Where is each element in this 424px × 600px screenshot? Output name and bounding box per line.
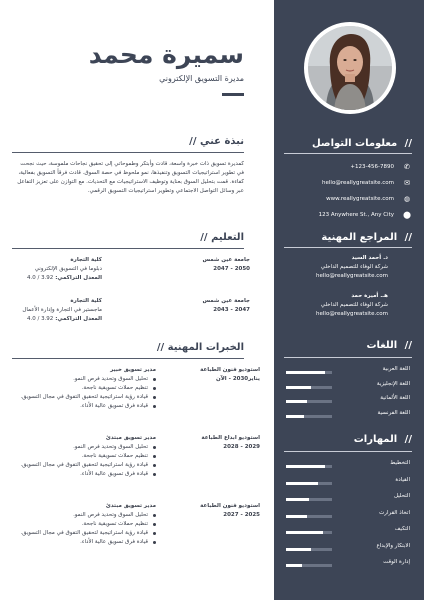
title-accent-bar [222,93,244,96]
skill-item-bar [286,498,332,501]
profile-photo-frame [304,22,396,114]
globe-icon: ◍ [403,195,411,203]
contact-email[interactable]: ✉ hello@reallygreatsite.com [284,178,412,190]
experience-bullet: تحليل السوق وتحديد فرص النمو. [12,443,156,452]
experience-details [12,434,156,479]
experience-bullet: قيادة رؤية استراتيجية لتحقيق التفوق في مجال التسويق. [12,393,156,402]
language-item-label: اللغة الألمانية [380,395,410,401]
skill-item-label: التكيف [394,526,410,532]
skill-item-bar [286,531,332,534]
location-icon: ⬤ [403,211,411,219]
phone-icon: ✆ [404,163,410,171]
contact-website[interactable]: ◍ www.reallygreatsite.com [326,195,411,203]
divider [284,153,412,154]
experience-company: استوديو فنون الطباعة يناير2030 - الآن [200,367,260,382]
about-text: كمديرة تسويق ذات خبرة واسعة، قادت وأبتكر وطموحاتي إلى تحقيق نجاحات ملموسة، حيث نجحت في تطوير استراتيجيات التسويق وتنفيذها، نمو ملحوظ في حصة السوق. قادت فرقاً التسويق بفعالية، كفاءة. قمت بتحليل السوق بعناية وتوظيف الاستراتيجيات مع التحديات. مع التوازن على تعزيز التفاعل عبر وسائل التواصل الاجتماعي وتطوير استراتيجيات التسويق الرقمي. [17,161,244,194]
skill-item-bar-fill [286,548,311,551]
divider [12,152,244,153]
skill-item-bar [286,548,332,551]
languages-heading: اللغات // [366,340,412,351]
reference-item: د. أحمد السيد شركة الوفاء للتصميم الداخلي hello@reallygreatsite.com [316,255,388,279]
experience-bullet: قيادة رؤية استراتيجية لتحقيق التفوق في مجال التسويق. [12,461,156,470]
skill-item [286,477,410,489]
divider [284,247,412,248]
skill-item [286,460,410,472]
skill-item-bar [286,482,332,485]
language-item [286,395,410,407]
email-icon: ✉ [404,179,410,187]
person-name: سميرة محمد [88,40,244,69]
experience-details [12,366,156,411]
experience-details [12,502,156,547]
reference-item: هـ. أميرة حمد شركة الوفاء للتصميم الداخلي hello@reallygreatsite.com [316,293,388,317]
language-item-bar [286,415,332,418]
experience-bullet: تحليل السوق وتحديد فرص النمو. [12,375,156,384]
language-item-label: اللغة الفرنسية [377,409,410,416]
skill-item-bar-fill [286,564,302,567]
skill-item-label: إدارة الوقت [383,559,410,565]
education-item-left: كلية التجارة دبلوما في التسويق الإلكتروني المعدل التراكمي: 3.92 / 4.0 [26,257,102,281]
education-item-left: كلية التجارة ماجستير في التجارة وإدارة الأعمال المعدل التراكمي: 3.92 / 4.0 [22,298,102,322]
language-item-bar-fill [286,415,304,418]
skill-item-bar [286,564,332,567]
language-item-bar [286,371,332,374]
experience-bullet: تنظيم حملات تسويقية ناجحة. [12,452,156,461]
skill-item-bar-fill [286,482,318,485]
skill-item-bar-fill [286,465,325,468]
experience-role: مدير تسويق خبير [110,367,156,373]
experience-bullet: قيادة فرق تسويق عالية الأداء. [12,402,156,411]
experience-bullet: تحليل السوق وتحديد فرص النمو. [12,511,156,520]
language-item [286,381,410,393]
experience-bullet: قيادة رؤية استراتيجية لتحقيق التفوق في مجال التسويق. [12,529,156,538]
education-heading: التعليم // [200,232,244,243]
language-item-bar-fill [286,400,307,403]
experience-role: مدير تسويق مبتدئ [105,435,156,441]
skill-item [286,559,410,571]
skill-item-label: التخطيط [390,460,410,466]
experience-bullet: قيادة فرق تسويق عالية الأداء. [12,470,156,479]
references-heading: المراجع المهنية // [321,232,412,243]
profile-photo [308,26,392,110]
skill-item [286,493,410,505]
experience-bullet: قيادة فرق تسويق عالية الأداء. [12,538,156,547]
education-item-right: جامعة عين شمس 2050 - 2047 [202,257,250,272]
education-item-right: جامعة عين شمس 2047 - 2043 [202,298,250,313]
contact-phone: ✆ +123-456-7890 [284,162,412,174]
job-title: مديرة التسويق الإلكتروني [159,74,244,83]
skill-item-label: الابتكار والإبداع [376,542,410,549]
about-heading: نبذة عني // [189,136,244,147]
contact-address: ⬤ 123 Anywhere St., Any City [318,211,411,219]
language-item-bar [286,400,332,403]
language-item [286,366,410,378]
skill-item [286,543,410,555]
skill-item-bar-fill [286,515,307,518]
language-item-label: اللغة الإنجليزية [376,380,410,387]
language-item-label: اللغة العربية [382,366,410,372]
skills-heading: المهارات // [353,434,412,445]
sidebar [274,0,424,600]
experience-bullet: تنظيم حملات تسويقية ناجحة. [12,520,156,529]
skill-item-bar [286,465,332,468]
language-item-bar-fill [286,371,325,374]
experience-role: مدير تسويق مبتدئ [105,503,156,509]
language-item-bar [286,386,332,389]
experience-company: استوديو فنون الطباعة 2025 - 2027 [200,503,260,518]
skill-item-bar-fill [286,498,309,501]
skill-item [286,526,410,538]
language-item-bar-fill [286,386,311,389]
skill-item-bar [286,515,332,518]
divider [12,358,244,359]
experience-heading: الخبرات المهنية // [156,342,244,353]
skill-item-label: التحليل [393,493,410,499]
skill-item-label: القيادة [395,476,410,483]
skill-item-bar-fill [286,531,323,534]
skill-item-label: اتخاذ القرارت [379,509,410,516]
divider [284,451,412,452]
divider [12,248,244,249]
divider [284,357,412,358]
experience-bullet: تنظيم حملات تسويقية ناجحة. [12,384,156,393]
skill-item [286,510,410,522]
language-item [286,410,410,422]
experience-company: استوديو ابداع الطباعة 2029 - 2028 [201,435,260,450]
contact-heading: معلومات التواصل // [311,138,412,149]
